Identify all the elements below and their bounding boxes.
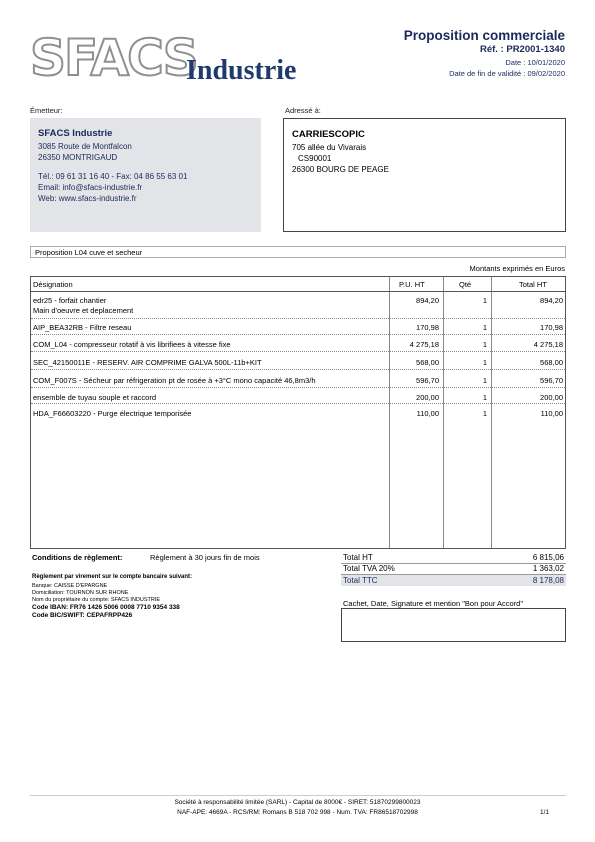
row-total: 596,70: [540, 376, 563, 385]
table-row: [31, 373, 565, 388]
emetteur-phone: Tél.: 09 61 31 16 40 - Fax: 04 86 55 63 01: [38, 172, 188, 181]
row-designation: COM_L04 - compresseur rotatif à vis librifiees à vitesse fixe: [33, 340, 231, 349]
footer-divider: [30, 795, 566, 796]
row-qte: 1: [482, 296, 487, 305]
total-ht-label: Total HT: [343, 553, 373, 562]
currency-note: Montants exprimés en Euros: [469, 264, 565, 273]
destinataire-box: [283, 118, 566, 232]
bank-transfer-heading: Règlement par virement sur le compte bancaire suivant:: [32, 574, 193, 580]
table-row: [31, 355, 565, 370]
row-pu: 568,00: [416, 358, 439, 367]
header-pu: P.U. HT: [399, 280, 425, 289]
total-tva-label: Total TVA 20%: [343, 564, 395, 573]
destinataire-name: CARRIESCOPIC: [292, 129, 365, 140]
header-qte: Qté: [459, 280, 472, 289]
destinataire-label: Adressé à:: [285, 106, 321, 115]
row-total: 200,00: [540, 393, 563, 402]
row-pu: 170,98: [416, 323, 439, 332]
destinataire-address3: 26300 BOURG DE PEAGE: [292, 165, 389, 174]
page-number: 1/1: [539, 809, 549, 816]
row-designation: HDA_F66603220 - Purge électrique temporisée: [33, 409, 192, 418]
footer-legal-line1: Société à responsabilité limitée (SARL) - Capital de 8000€ - SIRET: 51870299800023: [174, 799, 421, 806]
destinataire-address2: CS90001: [298, 154, 332, 163]
proposal-subject: Proposition L04 cuve et secheur: [30, 246, 566, 258]
items-table: [30, 276, 566, 549]
bank-details: [32, 583, 180, 620]
payment-conditions-label: Conditions de règlement:: [32, 553, 123, 562]
table-row: [31, 293, 565, 319]
row-qte: 1: [482, 376, 487, 385]
iban: Code IBAN: FR76 1426 5006 0008 7710 9354 338: [32, 604, 180, 611]
row-designation: edr25 - forfait chantier: [33, 296, 107, 305]
row-qte: 1: [482, 409, 487, 418]
company-logo: [30, 30, 320, 92]
row-qte: 1: [482, 358, 487, 367]
row-pu: 4 275,18: [409, 340, 439, 349]
row-designation: AIP_BEA32RB - Filtre reseau: [33, 323, 132, 332]
row-pu: 894,20: [416, 296, 439, 305]
emetteur-label: Émetteur:: [30, 106, 63, 115]
row-pu: 200,00: [416, 393, 439, 402]
footer-legal-line2: NAF-APE: 4669A - RCS/RM: Romans B 518 702 998 - Num. TVA: FR86518702998: [177, 809, 418, 816]
bic: Code BIC/SWIFT: CEPAFRPP426: [32, 612, 133, 619]
logo-wordmark: SFACS: [30, 29, 197, 87]
header-designation: Désignation: [33, 280, 73, 289]
row-total: 4 275,18: [533, 340, 563, 349]
row-qte: 1: [482, 393, 487, 402]
total-ht-value: 6 815,06: [532, 553, 564, 562]
validity-date: Date de fin de validité : 09/02/2020: [449, 69, 565, 78]
total-ttc-label: Total TTC: [343, 576, 378, 585]
row-designation: COM_F007S - Sécheur par réfrigeration pt de rosée à +3°C mono capacité 46,8m3/h: [33, 376, 316, 385]
emetteur-web: Web: www.sfacs-industrie.fr: [38, 194, 137, 203]
bank-name: Banque: CAISSE D'EPARGNE: [32, 583, 108, 589]
signature-label: Cachet, Date, Signature et mention "Bon pour Accord": [343, 599, 524, 608]
destinataire-address1: 705 allée du Vivarais: [292, 143, 367, 152]
logo-subtitle: Industrie: [186, 55, 297, 86]
total-ttc-row: [341, 575, 566, 586]
row-pu: 110,00: [416, 409, 439, 418]
emetteur-address2: 26350 MONTRIGAUD: [38, 153, 118, 162]
row-pu: 596,70: [416, 376, 439, 385]
table-row: [31, 320, 565, 335]
row-total: 568,00: [540, 358, 563, 367]
emetteur-address1: 3085 Route de Montfalcon: [38, 142, 132, 151]
table-row: [31, 337, 565, 352]
row-total: 110,00: [540, 409, 563, 418]
header-total: Total HT: [519, 280, 547, 289]
table-row: [31, 390, 565, 404]
row-qte: 1: [482, 323, 487, 332]
emetteur-name: SFACS Industrie: [38, 128, 113, 139]
row-qte: 1: [482, 340, 487, 349]
payment-conditions-value: Règlement à 30 jours fin de mois: [150, 553, 260, 562]
document-date: Date : 10/01/2020: [505, 58, 565, 67]
total-ttc-value: 8 178,08: [532, 576, 564, 585]
row-designation: SEC_42150011E - RESERV. AIR COMPRIME GALVA 500L-11b+KIT: [33, 358, 262, 367]
total-tva-row: [341, 563, 566, 575]
bank-domiciliation: Domiciliation: TOURNON SUR RHONE: [32, 590, 129, 596]
emetteur-email: Email: info@sfacs-industrie.fr: [38, 183, 143, 192]
signature-box: [341, 608, 566, 642]
row-total: 170,98: [540, 323, 563, 332]
document-reference: Réf. : PR2001-1340: [479, 44, 565, 55]
document-title: Proposition commerciale: [403, 28, 565, 43]
table-header: [31, 277, 565, 292]
row-designation: ensemble de tuyau souple et raccord: [33, 393, 156, 402]
row-total: 894,20: [540, 296, 563, 305]
table-row: [31, 406, 565, 419]
account-owner: Nom du propriétaire du compte: SFACS INDUSTRIE: [32, 597, 161, 603]
total-tva-value: 1 363,02: [532, 564, 564, 573]
row-designation-detail: Main d'oeuvre et deplacement: [33, 306, 134, 315]
emetteur-box: [30, 118, 261, 232]
